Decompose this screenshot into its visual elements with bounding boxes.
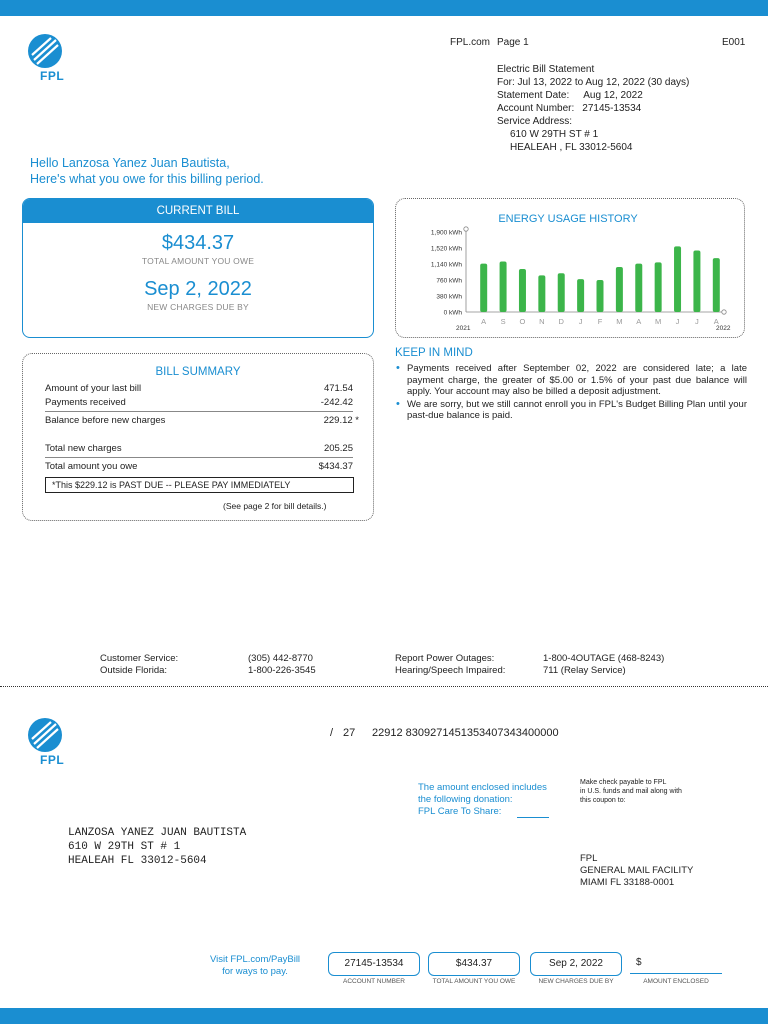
payable-line2: in U.S. funds and mail along with [580, 788, 682, 795]
hearing-label: Hearing/Speech Impaired: [395, 665, 506, 676]
summary-note: (See page 2 for bill details.) [223, 501, 327, 511]
fpl-logo-icon [28, 718, 62, 752]
hearing-phone[interactable]: 711 (Relay Service) [543, 665, 626, 676]
bill-summary-box [22, 353, 374, 521]
coupon-scanline: 22912 830927145135340734340000​0 [372, 727, 559, 739]
usage-bar [558, 273, 565, 312]
usage-bar [500, 261, 507, 312]
coupon-total: $434.37 [428, 952, 520, 976]
y-tick-label: 380 kWh [436, 293, 462, 301]
usage-bar [577, 279, 584, 312]
mail-line1: FPL [580, 853, 598, 864]
greeting [30, 155, 264, 187]
y-tick-label: 760 kWh [436, 277, 462, 285]
usage-bar [519, 269, 526, 312]
coupon-number: 27 [343, 727, 356, 739]
summary-value: $434.37 [318, 461, 353, 472]
customer-city: HEALEAH FL 33012-5604 [68, 855, 207, 867]
statement-date: Aug 12, 2022 [583, 90, 643, 101]
x-tick-label: A [481, 317, 487, 326]
summary-label: Amount of your last bill [45, 383, 142, 394]
donation-amount-line[interactable] [517, 817, 549, 818]
summary-label: Balance before new charges [45, 415, 166, 426]
page-number: Page 1 [497, 37, 529, 48]
paybill-info [195, 954, 315, 978]
paybill-line2: for ways to pay. [222, 966, 288, 977]
axis-end-marker [722, 310, 726, 314]
coupon-tear-line [0, 686, 768, 687]
x-tick-label: J [695, 317, 699, 326]
donation-line3: FPL Care To Share: [418, 806, 502, 817]
summary-label: Payments received [45, 397, 126, 408]
keep-in-mind-item: • We are sorry, but we still cannot enroll you in FPL's Budget Billing Plan until your past-due balance is paid. [395, 399, 747, 422]
service-address-line1: 610 W 29TH ST # 1 [510, 129, 599, 140]
statement-date-row [497, 89, 689, 102]
contact-phones-left [248, 653, 316, 677]
fpl-logo [28, 34, 64, 83]
donation-line2: the following donation: [418, 794, 513, 805]
x-tick-label: O [519, 317, 526, 326]
statement-info [497, 63, 689, 154]
current-bill-amount-caption: TOTAL AMOUNT YOU OWE [141, 256, 255, 266]
account-row [497, 102, 689, 115]
x-tick-label: A [636, 317, 642, 326]
contact-labels-left [100, 653, 178, 677]
usage-bar [616, 267, 623, 312]
end-year-label: 2022 [716, 325, 731, 332]
fpl-logo-text: FPL [40, 69, 65, 83]
summary-row-payments [45, 397, 353, 408]
document-code: E001 [722, 37, 746, 48]
keep-in-mind-title: KEEP IN MIND [395, 347, 473, 359]
summary-value: 471.54 [323, 383, 353, 394]
x-tick-label: S [500, 317, 506, 326]
payable-instructions [580, 778, 682, 805]
chart-title: ENERGY USAGE HISTORY [498, 213, 638, 225]
y-tick-label: 0 kWh [443, 309, 462, 317]
billing-period: For: Jul 13, 2022 to Aug 12, 2022 (30 days) [497, 77, 690, 88]
greeting-line1: Hello Lanzosa Yanez Juan Bautista, [30, 156, 230, 170]
payable-line3: this coupon to: [580, 797, 626, 804]
axis-start-marker [464, 227, 468, 231]
summary-row-total [45, 461, 353, 472]
customer-service-phone[interactable]: (305) 442-8770 [248, 653, 313, 664]
outage-phone[interactable]: 1-800-4OUTAGE (468-8243) [543, 653, 665, 664]
outage-label: Report Power Outages: [395, 653, 495, 664]
fpl-logo-text: FPL [40, 753, 65, 767]
coupon-slash: / [330, 727, 334, 739]
paybill-link[interactable]: Visit FPL.com/PayBill [209, 954, 301, 965]
coupon-due-date: Sep 2, 2022 [530, 952, 622, 976]
summary-value: -242.42 [320, 397, 353, 408]
summary-divider [45, 411, 353, 412]
summary-divider [45, 457, 353, 458]
outside-florida-phone[interactable]: 1-800-226-3545 [248, 665, 316, 676]
summary-row-balance [45, 415, 359, 426]
greeting-line2: Here's what you owe for this billing period. [30, 172, 264, 186]
summary-value: 205.25 [323, 443, 353, 454]
x-tick-label: J [578, 317, 583, 326]
usage-bar [713, 258, 720, 312]
usage-bar [635, 264, 642, 312]
customer-service-label: Customer Service: [100, 653, 179, 664]
usage-bar [693, 251, 700, 312]
current-bill-box [22, 198, 374, 338]
x-tick-label: M [655, 317, 662, 326]
service-address-label: Service Address: [497, 116, 573, 127]
amount-enclosed-field[interactable] [630, 973, 722, 974]
past-due-notice: *This $229.12 is PAST DUE -- PLEASE PAY IMMEDIATELY [45, 477, 354, 493]
y-tick-label: 1,140 kWh [430, 261, 462, 269]
summary-label: Total amount you owe [45, 461, 138, 472]
energy-usage-box [395, 198, 745, 338]
keep-in-mind-item: • Payments received after September 02, 2022 are considered late; a late payment charge, the greater of $5.00 or 1.5% of your past due balance will apply. Your account may also be billed a deposit adjustment. [395, 363, 747, 398]
usage-bar [538, 275, 545, 312]
coupon-fpl-logo [28, 718, 64, 767]
donation-text [418, 782, 547, 818]
current-bill-amount: $434.37 [161, 232, 235, 254]
customer-street: 610 W 29TH ST # 1 [68, 841, 181, 853]
site-link[interactable]: FPL.com [450, 37, 491, 48]
customer-name: LANZOSA YANEZ JUAN BAUTISTA [68, 827, 247, 839]
x-tick-label: D [558, 317, 564, 326]
summary-label: Total new charges [45, 443, 122, 454]
y-tick-label: 1,520 kWh [430, 245, 462, 253]
start-year-label: 2021 [456, 325, 471, 332]
coupon-due-caption: NEW CHARGES DUE BY [538, 978, 614, 985]
x-tick-label: M [616, 317, 623, 326]
fpl-mailing-address [580, 853, 693, 889]
contact-labels-right [395, 653, 505, 677]
mail-line3: MIAMI FL 33188-0001 [580, 877, 675, 888]
usage-bar [674, 246, 681, 312]
account-label: Account Number: [497, 103, 575, 114]
current-bill-due-caption: NEW CHARGES DUE BY [147, 302, 249, 312]
coupon-total-caption: TOTAL AMOUNT YOU OWE [432, 978, 516, 985]
summary-value: 229.12 * [323, 415, 359, 426]
fpl-logo-icon [28, 34, 62, 68]
y-tick-label: 1,900 kWh [430, 229, 462, 237]
statement-title: Electric Bill Statement [497, 64, 595, 75]
outside-florida-label: Outside Florida: [100, 665, 168, 676]
amount-enclosed-caption: AMOUNT ENCLOSED [643, 978, 709, 985]
x-tick-label: F [597, 317, 603, 326]
current-bill-title: CURRENT BILL [23, 199, 373, 223]
account-number: 27145-13534 [582, 103, 642, 114]
service-address-line2: HEALEAH , FL 33012-5604 [510, 142, 633, 153]
bill-summary-title: BILL SUMMARY [155, 366, 241, 378]
bottom-bar [0, 1008, 768, 1024]
customer-mailing-address [68, 826, 246, 868]
statement-date-label: Statement Date: [497, 90, 570, 101]
amount-enclosed-symbol: $ [636, 957, 642, 968]
usage-bar [655, 262, 662, 312]
energy-usage-chart [396, 199, 746, 339]
x-tick-label: N [539, 317, 545, 326]
keep-in-mind-list [395, 363, 747, 423]
summary-row-new-charges [45, 443, 353, 454]
usage-bar [480, 264, 487, 312]
x-tick-label: J [675, 317, 680, 326]
top-bar [0, 0, 768, 16]
coupon-account-caption: ACCOUNT NUMBER [343, 978, 405, 985]
mail-line2: GENERAL MAIL FACILITY [580, 865, 694, 876]
donation-line1: The amount enclosed includes [418, 782, 547, 793]
payable-line1: Make check payable to FPL [580, 779, 667, 786]
current-bill-due-date: Sep 2, 2022 [144, 278, 252, 300]
usage-bar [597, 280, 604, 312]
summary-row-last-bill [45, 383, 353, 394]
coupon-account-number: 27145-13534 [328, 952, 420, 976]
contact-phones-right [543, 653, 664, 677]
x-tick-label: A [713, 317, 719, 326]
